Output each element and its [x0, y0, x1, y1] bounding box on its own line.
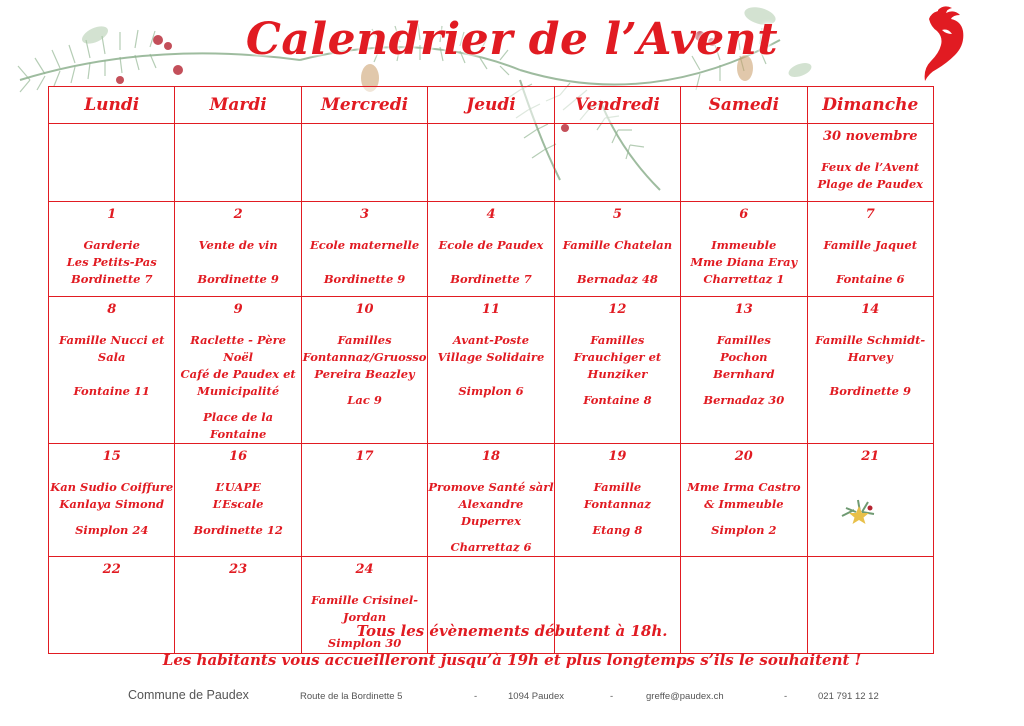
calendar-cell: [301, 124, 427, 202]
calendar-cell: [301, 297, 427, 444]
day-number: 22: [102, 562, 121, 577]
day-number: 10: [355, 302, 374, 317]
event-host: Les Petits-Pas: [66, 255, 157, 269]
calendar-cell: [49, 444, 175, 557]
calendar-cell: [807, 297, 933, 444]
day-number: 4: [486, 207, 496, 222]
calendar-cell: [807, 124, 933, 202]
event-address: Fontaine 11: [73, 384, 150, 398]
event-address: Bordinette 9: [829, 384, 911, 398]
event-host: Raclette - Père Noël: [190, 333, 286, 364]
page-title: Calendrier de l’Avent: [245, 14, 779, 65]
event-host: Sala: [97, 350, 126, 364]
header-dimanche: Dimanche: [807, 87, 933, 124]
advent-calendar-table: [48, 86, 934, 654]
event-address: Fontaine 8: [583, 393, 652, 407]
calendar-cell: [681, 297, 807, 444]
calendar-cell: [681, 444, 807, 557]
event-address: Etang 8: [592, 523, 643, 537]
footer-phone: 021 791 12 12: [818, 691, 879, 702]
event-host: Famille Crisinel-: [311, 593, 418, 607]
event-host: Famille Nucci et: [58, 333, 165, 347]
event-address: Simplon 24: [75, 523, 149, 537]
day-number: 1: [107, 207, 117, 222]
header-mardi: Mardi: [175, 87, 301, 124]
event-address: Place de la Fontaine: [203, 410, 274, 441]
day-number: 20: [734, 449, 753, 464]
calendar-cell: [428, 124, 554, 202]
event-host: Vente de vin: [198, 238, 278, 252]
calendar-week-row: [49, 444, 934, 557]
calendar-cell: [554, 124, 680, 202]
event-host: Ecole maternelle: [309, 238, 420, 252]
footer-commune: Commune de Paudex: [128, 688, 249, 702]
day-number: 23: [229, 562, 248, 577]
hosting-note: Les habitants vous accueilleront jusqu’à 19h et plus longtemps s’ils le souhaitent !: [162, 651, 862, 669]
event-host: Alexandre Duperrex: [458, 497, 524, 528]
event-host: Familles: [590, 333, 645, 347]
calendar-cell: [49, 202, 175, 297]
event-host: Jordan: [343, 610, 387, 624]
star-icon: [838, 494, 880, 528]
header-samedi: Samedi: [681, 87, 807, 124]
event-host: Familles: [716, 333, 771, 347]
event-host: Bernhard: [713, 367, 775, 381]
footer-separator: -: [784, 691, 788, 702]
rooster-logo-icon: [924, 4, 972, 82]
calendar-cell: [807, 202, 933, 297]
event-address: Bordinette 12: [193, 523, 283, 537]
calendar-week-row: [49, 297, 934, 444]
event-host: Mme Diana Eray: [690, 255, 798, 269]
event-host: Frauchiger et: [573, 350, 662, 364]
event-address: Bordinette 7: [70, 272, 153, 286]
event-host: Hunziker: [587, 367, 648, 381]
event-address: Bernadaz 48: [576, 272, 658, 286]
calendar-cell: [175, 124, 301, 202]
footer-separator: -: [474, 691, 478, 702]
event-host: Garderie: [83, 238, 140, 252]
day-number: 14: [861, 302, 880, 317]
footer: [0, 688, 1024, 706]
weekday-header-row: [49, 87, 934, 124]
day-number: 2: [233, 207, 243, 222]
start-time-note: Tous les évènements débutent à 18h.: [356, 622, 668, 640]
day-number: 7: [865, 207, 875, 222]
event-address: Simplon 6: [458, 384, 524, 398]
calendar-cell: [428, 297, 554, 444]
day-number: 6: [739, 207, 749, 222]
event-address: Simplon 30: [327, 636, 402, 650]
day-number: 21: [861, 449, 880, 464]
event-address: Lac 9: [347, 393, 382, 407]
footer-separator: -: [610, 691, 614, 702]
event-host: Municipalité: [197, 384, 280, 398]
event-host: Fontannaz/Gruosso: [302, 350, 427, 364]
event-host: & Immeuble: [704, 497, 784, 511]
event-host: Harvey: [847, 350, 893, 364]
footer-zip: 1094 Paudex: [508, 691, 564, 702]
calendar-week-row: [49, 202, 934, 297]
day-number: 19: [608, 449, 627, 464]
event-host: Famille Chatelan: [562, 238, 673, 252]
event-address: Simplon 2: [711, 523, 777, 537]
day-number: 30 novembre: [823, 129, 918, 144]
event-address: Charrettaz 6: [450, 540, 532, 554]
calendar-cell: [49, 297, 175, 444]
event-host: Pochon: [720, 350, 768, 364]
calendar-cell: [301, 444, 427, 557]
event-address: Bordinette 9: [197, 272, 279, 286]
event-address: Fontaine 6: [836, 272, 905, 286]
footer-email[interactable]: greffe@paudex.ch: [646, 691, 724, 702]
calendar-cell: [301, 202, 427, 297]
day-number: 24: [355, 562, 374, 577]
event-host: Fontannaz: [583, 497, 651, 511]
calendar-cell: [175, 202, 301, 297]
calendar-cell: [681, 124, 807, 202]
header-mercredi: Mercredi: [301, 87, 427, 124]
day-number: 17: [355, 449, 374, 464]
calendar-cell: [554, 444, 680, 557]
event-host: Immeuble: [711, 238, 777, 252]
header-vendredi: Vendredi: [554, 87, 680, 124]
day-number: 12: [608, 302, 627, 317]
event-host: Feux de l’Avent: [821, 160, 920, 174]
day-number: 5: [612, 207, 622, 222]
event-address: Plage de Paudex: [817, 177, 924, 191]
calendar-cell: [428, 202, 554, 297]
event-host: Famille Schmidt-: [815, 333, 926, 347]
event-host: Kan Sudio Coiffure: [50, 480, 174, 494]
event-host: Mme Irma Castro: [687, 480, 801, 494]
day-number: 15: [102, 449, 121, 464]
event-address: Charrettaz 1: [703, 272, 785, 286]
day-number: 8: [107, 302, 117, 317]
day-number: 9: [233, 302, 243, 317]
calendar-cell: [175, 297, 301, 444]
calendar-cell: [428, 444, 554, 557]
header-jeudi: Jeudi: [428, 87, 554, 124]
event-host: Famille: [593, 480, 642, 494]
event-host: L’UAPE: [215, 480, 261, 494]
header-lundi: Lundi: [49, 87, 175, 124]
calendar-cell: [49, 124, 175, 202]
day-number: 18: [481, 449, 501, 464]
event-address: Bernadaz 30: [703, 393, 785, 407]
day-number: 11: [481, 302, 501, 317]
day-number: 13: [734, 302, 753, 317]
event-host: L’Escale: [212, 497, 264, 511]
calendar-cell: [554, 297, 680, 444]
event-host: Promove Santé sàrl: [428, 480, 554, 494]
calendar-week-row: [49, 124, 934, 202]
event-host: Famille Jaquet: [823, 238, 918, 252]
footer-address: Route de la Bordinette 5: [300, 691, 403, 702]
calendar-cell: [175, 444, 301, 557]
event-host: Café de Paudex et: [180, 367, 296, 381]
day-number: 16: [229, 449, 248, 464]
event-host: Familles: [337, 333, 392, 347]
event-host: Pereira Beazley: [314, 367, 415, 381]
event-host: Village Solidaire: [437, 350, 545, 364]
day-number: 3: [360, 207, 370, 222]
event-host: Ecole de Paudex: [438, 238, 544, 252]
event-address: Bordinette 7: [450, 272, 532, 286]
event-address: Bordinette 9: [323, 272, 406, 286]
event-host: Kanlaya Simond: [59, 497, 165, 511]
calendar-cell: [554, 202, 680, 297]
calendar-cell: [681, 202, 807, 297]
event-host: Avant-Poste: [452, 333, 530, 347]
